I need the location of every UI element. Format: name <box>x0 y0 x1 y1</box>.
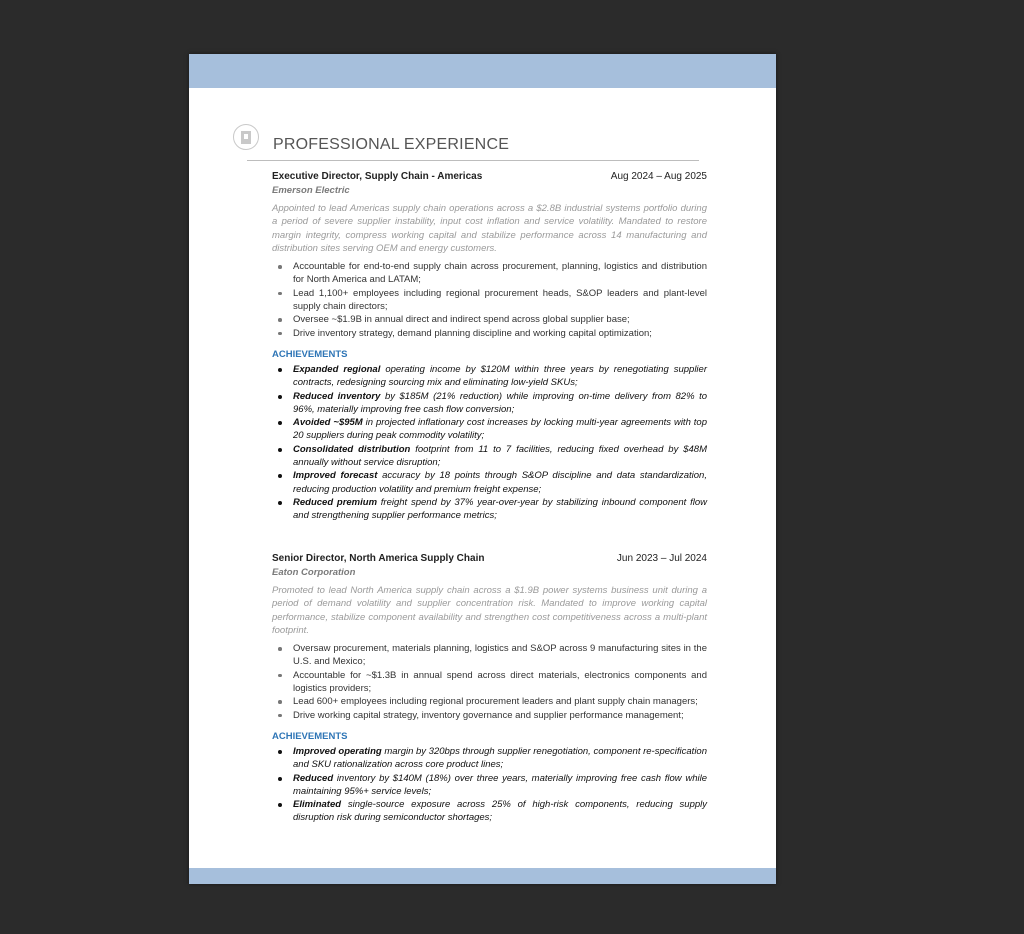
job-dates: Jun 2023 – Jul 2024 <box>616 553 707 564</box>
achievement-item <box>293 390 707 417</box>
achievement-lead: Reduced premium <box>293 496 378 508</box>
achievement-list <box>272 745 707 825</box>
achievement-item <box>293 469 707 496</box>
achievement-text: operating income by $120M within three years by renegotiating supplier contracts, redesigning sourcing mix and eliminating low-yield SKUs; <box>293 363 707 389</box>
responsibility-item: Lead 600+ employees including regional procurement leaders and plant supply chain managers; <box>293 695 707 708</box>
responsibility-item: Oversaw procurement, materials planning, logistics and S&OP across 9 manufacturing sites in the U.S. and Mexico; <box>293 643 707 668</box>
achievement-lead: Eliminated <box>293 799 342 811</box>
responsibility-item: Oversee ~$1.9B in annual direct and indirect spend across global supplier base; <box>293 313 707 326</box>
achievement-lead: Avoided ~$95M <box>293 417 363 429</box>
responsibility-item: Lead 1,100+ employees including regional procurement heads, S&OP leaders and plant-level supply chain directors; <box>293 287 707 313</box>
section-title: PROFESSIONAL EXPERIENCE <box>273 136 510 153</box>
achievement-text: freight spend by 37% year-over-year by stabilizing inbound component flow and strengthening supplier performance metrics; <box>293 496 707 522</box>
achievement-item <box>293 496 707 523</box>
section-divider <box>247 160 699 161</box>
achievement-list <box>272 363 707 523</box>
responsibility-item: Drive working capital strategy, inventory governance and supplier performance management; <box>293 709 707 722</box>
responsibility-item: Accountable for end-to-end supply chain across procurement, planning, logistics and distribution for North America and LATAM; <box>293 261 707 286</box>
job-entry <box>272 171 707 523</box>
achievement-text: single-source exposure across 25% of high-risk components, reducing supply disruption risk during semiconductor shortages; <box>293 799 707 824</box>
achievement-item <box>293 745 707 772</box>
achievement-item <box>293 416 707 443</box>
briefcase-icon <box>233 124 259 150</box>
achievement-text: in projected inflationary cost increases by locking multi-year agreements with top 20 suppliers during peak commodity volatility; <box>293 417 707 442</box>
responsibility-item: Drive inventory strategy, demand planning discipline and working capital optimization; <box>293 327 707 340</box>
achievement-text: inventory by $140M (18%) over three years, materially improving free cash flow while maintaining 95%+ service levels; <box>293 772 707 797</box>
achievement-text: footprint from 11 to 7 facilities, reducing fixed overhead by $48M annually without service disruption; <box>293 443 707 469</box>
header-band <box>189 54 776 88</box>
achievement-text: accuracy by 18 points through S&OP discipline and data standardization, reducing production volatility and premium freight expense; <box>293 470 707 495</box>
resume-page <box>189 54 776 884</box>
responsibility-list <box>272 260 707 340</box>
achievement-lead: Improved forecast <box>293 470 378 482</box>
job-summary: Promoted to lead North America supply chain across a $1.9B power systems business unit during a period of demand volatility and supplier concentration risk. Mandated to improve working capital performance, stabilize component availability and strengthen cost competitiveness across a multi-plant footprint. <box>272 585 707 636</box>
responsibility-item: Accountable for ~$1.3B in annual spend across direct materials, electronics components and logistics providers; <box>293 669 707 695</box>
company-name: Emerson Electric <box>272 185 350 196</box>
job-summary: Appointed to lead Americas supply chain operations across a $2.8B industrial systems portfolio during a period of severe supplier instability, input cost inflation and service volatility. Mandated to restore margin integrity, compress working capital and stabilize performance across 14 manufacturing and distribution sites serving OEM and energy customers. <box>272 203 707 254</box>
achievement-lead: Consolidated distribution <box>293 443 411 455</box>
achievement-item <box>293 443 707 470</box>
job-dates: Aug 2024 – Aug 2025 <box>610 171 707 182</box>
responsibility-list <box>272 642 707 722</box>
job-entry <box>272 553 707 825</box>
achievement-item <box>293 798 707 825</box>
company-name: Eaton Corporation <box>272 567 356 578</box>
achievement-lead: Reduced <box>293 772 334 784</box>
achievements-heading: ACHIEVEMENTS <box>272 348 348 360</box>
achievements-heading: ACHIEVEMENTS <box>272 730 348 742</box>
achievement-lead: Improved operating <box>293 745 382 757</box>
footer-band <box>189 868 776 884</box>
achievement-item <box>293 772 707 799</box>
achievement-item <box>293 363 707 390</box>
achievement-lead: Expanded regional <box>293 363 381 375</box>
achievement-lead: Reduced inventory <box>293 390 381 402</box>
job-title: Executive Director, Supply Chain - Americas <box>272 171 483 182</box>
job-title: Senior Director, North America Supply Chain <box>272 553 485 564</box>
achievement-text: margin by 320bps through supplier renegotiation, component re-specification and SKU rationalization across core product lines; <box>293 745 707 771</box>
achievement-text: by $185M (21% reduction) while improving on-time delivery from 82% to 96%, materially improving free cash flow conversion; <box>293 390 707 415</box>
